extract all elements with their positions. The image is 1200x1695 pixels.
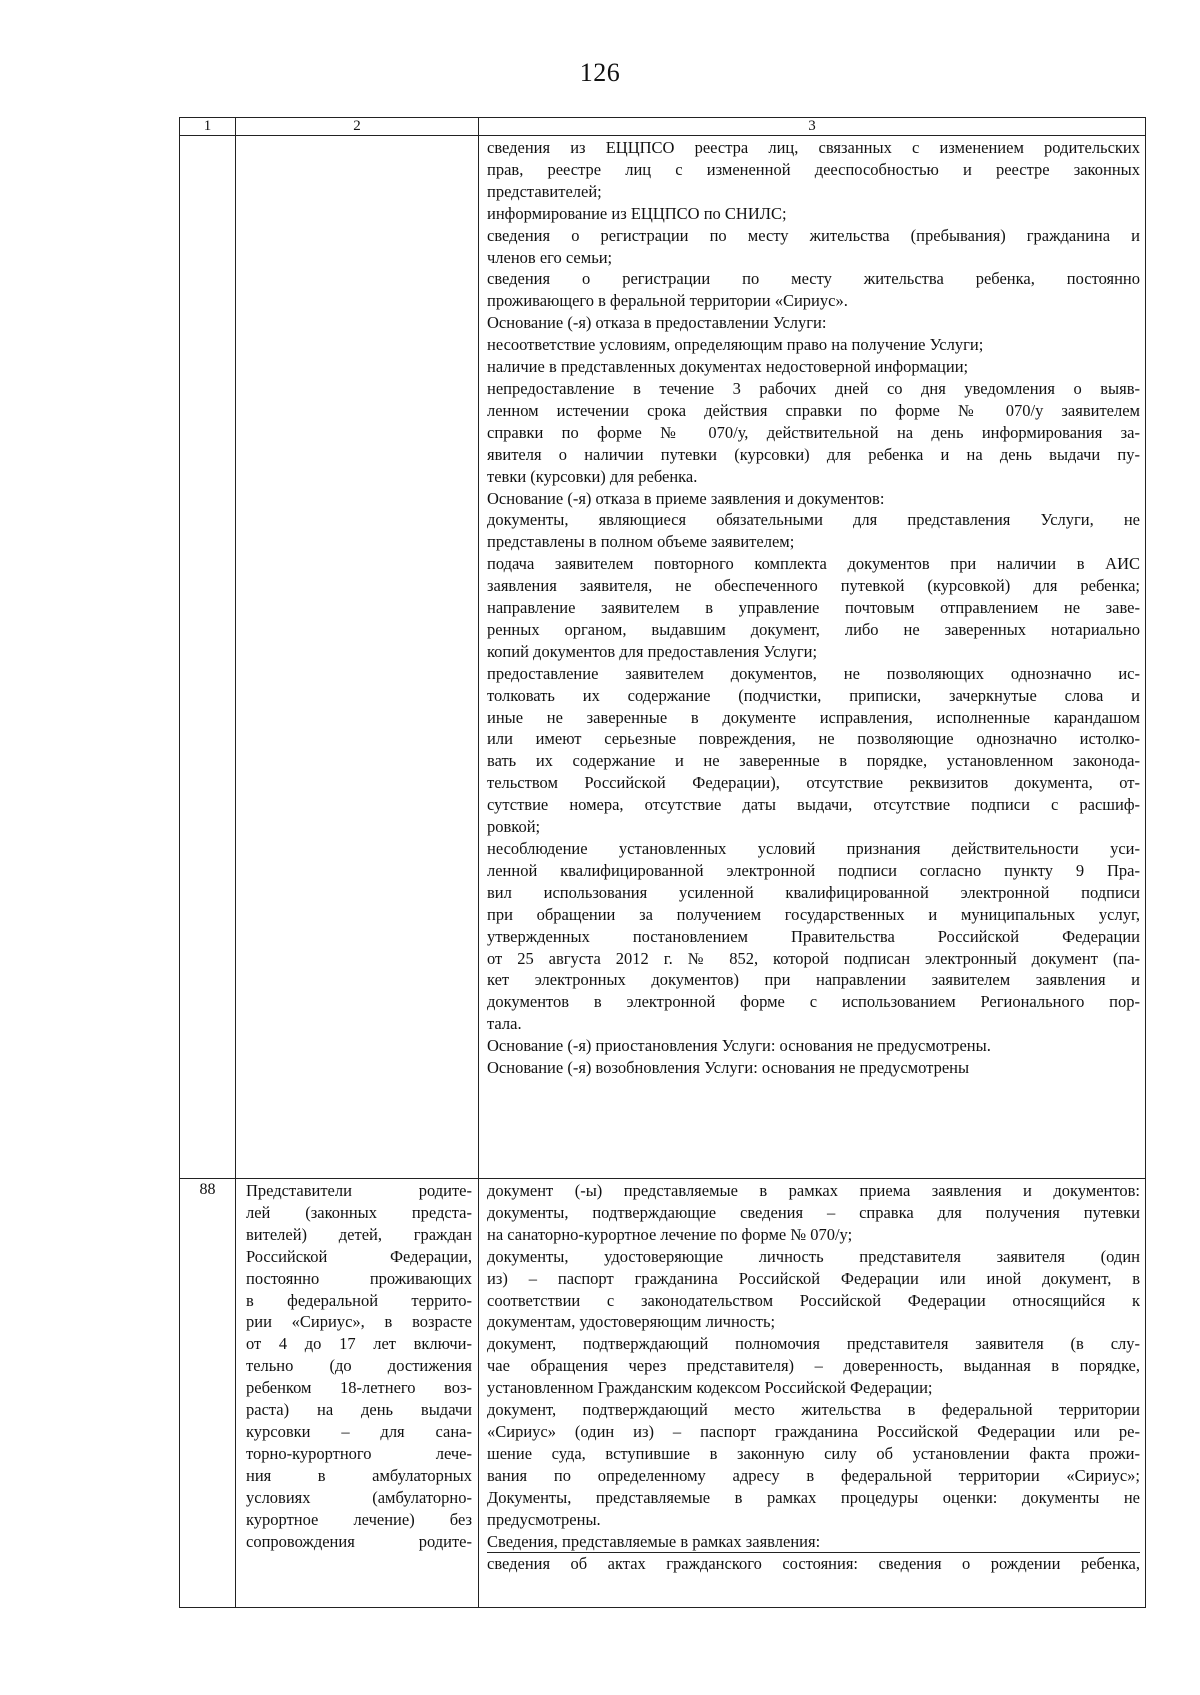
table-header-row [180, 118, 1146, 136]
text-line: тевки (курсовки) для ребенка. [487, 466, 698, 486]
text-line: сведения об актах гражданского состояния: сведения о рождении ребенка, [487, 1554, 1140, 1574]
text-line: или имеют серьезные повреждения, не позволяющие однозначно истолко- [487, 729, 1140, 749]
text-line: вать их содержание и не заверенные в порядке, установленном законода- [487, 751, 1140, 771]
text-line: тельно (до достижения [246, 1356, 472, 1376]
text-line: ленном истечении срока действия справки по форме № 070/у заявителем [487, 400, 1140, 420]
row-number-cell: 88 [180, 1179, 236, 1608]
text-line: в федеральной террито- [246, 1290, 472, 1310]
text-line: сопровождения родите- [246, 1531, 472, 1551]
text-line: Основание (-я) возобновления Услуги: основания не предусмотрены [487, 1058, 970, 1078]
text-line: документы, являющиеся обязательными для представления Услуги, не [487, 510, 1140, 530]
text-line: лей (законных предста- [246, 1202, 472, 1222]
text-line: ренных органом, выдавшим документ, либо не заверенных нотариально [487, 619, 1140, 639]
text-line: раста) на день выдачи [246, 1400, 472, 1420]
text-line: из) – паспорт гражданина Российской Федерации или иной документ, в [487, 1268, 1140, 1288]
text-line: условиях (амбулаторно- [246, 1487, 472, 1507]
text-line: представлены в полном объеме заявителем; [487, 532, 795, 552]
text-line: Документы, представляемые в рамках процедуры оценки: документы не [487, 1487, 1140, 1507]
text-line: Представители родите- [246, 1181, 472, 1200]
text-line: иные не заверенные в документе исправления, исполненные карандашом [487, 707, 1140, 727]
text-line: ния в амбулаторных [246, 1465, 472, 1485]
text-line: предоставление заявителем документов, не позволяющих однозначно ис- [487, 663, 1140, 683]
text-line: «Сириус» (один из) – паспорт гражданина Российской Федерации или ре- [487, 1421, 1140, 1441]
recipient-category-cell [236, 1179, 479, 1608]
text-line: курсовки – для сана- [246, 1421, 472, 1441]
text-line: рии «Сириус», в возрасте [246, 1312, 472, 1332]
text-line: шение суда, вступившие в законную силу об установлении факта прожи- [487, 1443, 1140, 1463]
text-line: курортное лечение) без [246, 1509, 472, 1529]
recipient-category-cell [236, 136, 479, 1179]
text-line: от 4 до 17 лет включи- [246, 1334, 472, 1354]
text-line: наличие в представленных документах недостоверной информации; [487, 357, 969, 377]
text-line: представителей; [487, 181, 602, 201]
text-line: справки по форме № 070/у, действительной на день информирования за- [487, 422, 1140, 442]
header-col-2: 2 [236, 118, 479, 136]
text-line: ленной квалифицированной электронной подписи согласно пункту 9 Пра- [487, 860, 1140, 880]
text-line: документы, подтверждающие сведения – справка для получения путевки [487, 1202, 1140, 1222]
text-line: прав, реестре лиц с измененной дееспособностью и реестре законных [487, 159, 1140, 179]
text-line: Сведения, представляемые в рамках заявления: [487, 1531, 821, 1551]
text-line: копий документов для предоставления Услуги; [487, 641, 818, 661]
text-line: направление заявителем в управление почтовым отправлением не заве- [487, 598, 1140, 618]
text-line: сведения из ЕЦЦПСО реестра лиц, связанных с изменением родительских [487, 138, 1140, 157]
service-details-cell [479, 136, 1146, 1179]
text-line: документ, подтверждающий место жительства в федеральной территории [487, 1400, 1140, 1420]
text-line: явителя о наличии путевки (курсовки) для ребенка и на день выдачи пу- [487, 444, 1140, 464]
text-line: на санаторно-курортное лечение по форме № 070/у; [487, 1224, 853, 1244]
text-line: предусмотрены. [487, 1509, 601, 1529]
text-line: документов в электронной форме с использованием Регионального пор- [487, 992, 1140, 1012]
text-line: постоянно проживающих [246, 1268, 472, 1288]
text-line: документ (-ы) представляемые в рамках приема заявления и документов: [487, 1181, 1140, 1200]
service-details-lines [487, 1180, 1140, 1575]
text-line: сведения о регистрации по месту жительства ребенка, постоянно [487, 269, 1140, 289]
table-row-continuation [180, 136, 1146, 1179]
text-line: вителей) детей, граждан [246, 1224, 472, 1244]
text-line: кет электронных документов) при направлении заявителем заявления и [487, 970, 1140, 990]
text-line: тала. [487, 1014, 522, 1034]
text-line: сведения о регистрации по месту жительства (пребывания) гражданина и [487, 225, 1140, 245]
text-line: соответствии с законодательством Российской Федерации относящийся к [487, 1290, 1140, 1310]
text-line: торно-курортного лече- [246, 1443, 472, 1463]
text-line: Российской Федерации, [246, 1246, 472, 1266]
text-line: ребенком 18-летнего воз- [246, 1378, 472, 1398]
text-line: Основание (-я) отказа в приеме заявления и документов: [487, 488, 885, 508]
text-line: проживающего в феральной территории «Сириус». [487, 291, 848, 311]
text-line: членов его семьи; [487, 247, 613, 267]
text-line: информирование из ЕЦЦПСО по СНИЛС; [487, 203, 787, 223]
text-line: документы, удостоверяющие личность представителя заявителя (один [487, 1246, 1140, 1266]
text-line: от 25 августа 2012 г. № 852, которой подписан электронный документ (па- [487, 948, 1140, 968]
text-line: подача заявителем повторного комплекта документов при наличии в АИС [487, 554, 1140, 574]
service-details-cell [479, 1179, 1146, 1608]
text-line: Основание (-я) отказа в предоставлении Услуги: [487, 313, 827, 333]
services-table [179, 117, 1146, 1608]
text-line: толковать их содержание (подчистки, приписки, зачеркнутые слова и [487, 685, 1140, 705]
text-line: установленном Гражданским кодексом Российской Федерации; [487, 1378, 933, 1398]
header-col-3: 3 [479, 118, 1146, 136]
text-line: документам, удостоверяющим личность; [487, 1312, 776, 1332]
page-number: 126 [579, 58, 621, 87]
text-line: тельством Российской Федерации), отсутствие реквизитов документа, от- [487, 773, 1140, 793]
text-line: Основание (-я) приостановления Услуги: основания не предусмотрены. [487, 1036, 991, 1056]
text-line: утвержденных постановлением Правительства Российской Федерации [487, 926, 1140, 946]
text-line: ровкой; [487, 817, 541, 837]
text-line: непредоставление в течение 3 рабочих дней со дня уведомления о выяв- [487, 378, 1140, 398]
text-line: несоответствие условиям, определяющим право на получение Услуги; [487, 335, 984, 355]
recipient-category-lines [246, 1180, 472, 1552]
service-details-lines [487, 137, 1140, 1079]
text-line: сутствие номера, отсутствие даты выдачи, отсутствие подписи с расшиф- [487, 795, 1140, 815]
table-row-88 [180, 1179, 1146, 1608]
text-line: вил использования усиленной квалифицированной электронной подписи [487, 882, 1140, 902]
text-line: документ, подтверждающий полномочия представителя заявителя (в слу- [487, 1334, 1140, 1354]
text-line: при обращении за получением государственных и муниципальных услуг, [487, 904, 1140, 924]
header-col-1: 1 [180, 118, 236, 136]
text-line: несоблюдение установленных условий признания действительности уси- [487, 839, 1140, 858]
text-line: заявления заявителя, не обеспеченного путевкой (курсовкой) для ребенка; [487, 576, 1140, 596]
text-line: вания по определенному адресу в федеральной территории «Сириус»; [487, 1465, 1140, 1485]
text-line: чае обращения через представителя) – доверенность, выданная в порядке, [487, 1356, 1140, 1376]
row-number-cell [180, 136, 236, 1179]
